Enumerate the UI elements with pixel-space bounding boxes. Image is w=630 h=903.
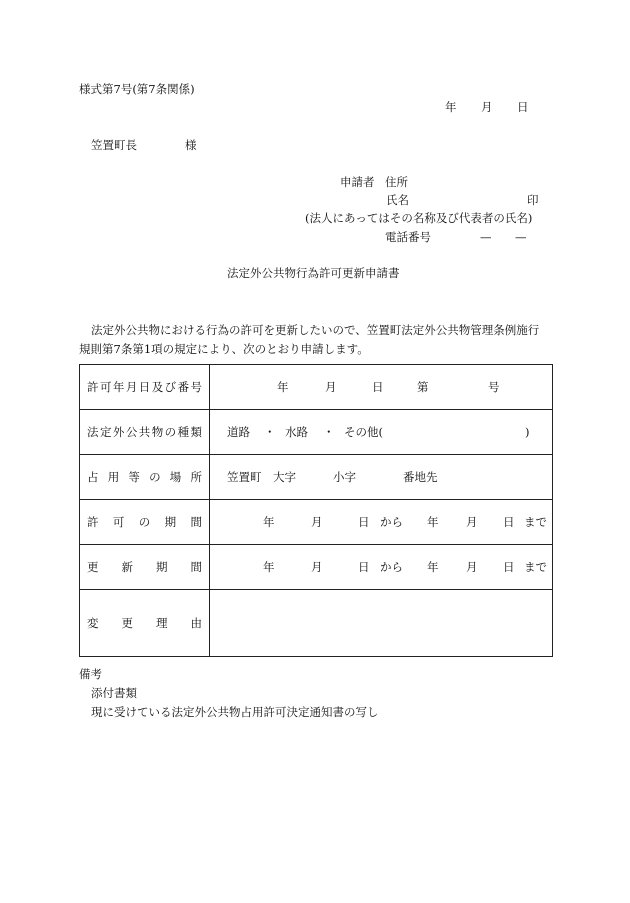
label-char: 場 [169, 470, 182, 484]
row-label-occupancy-location [80, 469, 209, 485]
body-line-1: 法定外公共物における行為の許可を更新したいので、笠置町法定外公共物管理条例施行 [91, 323, 540, 337]
separator-dot-1: ・ [264, 425, 276, 439]
renewal-end-day: 日 [503, 560, 515, 574]
seal-mark: 印 [527, 193, 539, 207]
label-char: 外 [112, 425, 125, 439]
row-label-permit-date-number [80, 379, 209, 395]
period-start-year: 年 [263, 515, 275, 529]
label-char: の [149, 470, 161, 484]
label-char: 定 [99, 425, 112, 439]
option-other[interactable]: その他( [344, 425, 383, 439]
label-char: 日 [138, 380, 151, 394]
label-char: 由 [190, 616, 202, 630]
label-char: 種 [177, 425, 190, 439]
table-row-occupancy-location [80, 455, 553, 500]
phone-label: 電話番号 [385, 230, 431, 244]
label-char: 間 [190, 515, 202, 529]
period-start-month: 月 [311, 515, 323, 529]
table-row-public-property-type [80, 410, 553, 455]
label-char: 公 [125, 425, 138, 439]
label-cell [80, 590, 210, 657]
location-banchi: 番地先 [403, 470, 438, 484]
label-char: の [138, 515, 151, 529]
label-char: 許 [87, 515, 99, 529]
value-cell-permit-period[interactable] [210, 500, 553, 545]
label-char: 期 [164, 515, 177, 529]
table-row-renewal-period [80, 545, 553, 590]
label-char: 番 [177, 380, 190, 394]
location-town: 笠置町 [227, 470, 262, 484]
renewal-from: から [380, 560, 403, 574]
label-cell [80, 455, 210, 500]
label-char: 所 [190, 470, 202, 484]
addressee-honorific: 様 [185, 138, 197, 152]
period-until: まで [524, 515, 547, 529]
renewal-start-year: 年 [263, 560, 275, 574]
row-label-change-reason [80, 615, 209, 631]
label-char: 期 [156, 560, 168, 574]
label-char: 等 [128, 470, 140, 484]
remarks-attachment-item: 現に受けている法定外公共物占用許可決定通知書の写し [91, 705, 379, 719]
renewal-end-year: 年 [427, 560, 439, 574]
label-char: 年 [112, 380, 125, 394]
label-char: び [164, 380, 177, 394]
label-char: 物 [151, 425, 164, 439]
label-char: 新 [121, 560, 133, 574]
table-row-change-reason [80, 590, 553, 657]
period-end-month: 月 [466, 515, 478, 529]
label-char: 更 [87, 560, 99, 574]
label-char: 可 [112, 515, 125, 529]
row-label-public-property-type [80, 424, 209, 440]
label-char: 共 [138, 425, 151, 439]
row-label-renewal-period [80, 559, 209, 575]
renewal-end-month: 月 [466, 560, 478, 574]
option-road[interactable]: 道路 [227, 425, 250, 439]
label-char: 類 [190, 425, 202, 439]
table-row-permit-period [80, 500, 553, 545]
option-other-close: ) [525, 425, 530, 439]
permit-month: 月 [325, 380, 337, 394]
label-char: 月 [125, 380, 138, 394]
value-cell-change-reason[interactable] [210, 590, 553, 657]
label-char: 号 [190, 380, 202, 394]
date-year: 年 [445, 100, 457, 114]
label-char: 間 [190, 560, 202, 574]
separator-dot-2: ・ [323, 425, 335, 439]
label-char: 用 [107, 470, 120, 484]
renewal-start-month: 月 [311, 560, 323, 574]
label-cell [80, 410, 210, 455]
body-line-2: 規則第7条第1項の規定により、次のとおり申請します。 [79, 342, 369, 356]
label-char: 変 [87, 616, 99, 630]
renewal-start-day: 日 [358, 560, 370, 574]
date-month: 月 [481, 100, 493, 114]
application-table [79, 364, 553, 657]
remarks-attachments-label: 添付書類 [91, 686, 137, 700]
row-label-permit-period [80, 514, 209, 530]
value-cell-permit-date-number[interactable] [210, 365, 553, 410]
addressee-name: 笠置町長 [91, 138, 137, 152]
period-end-year: 年 [427, 515, 439, 529]
label-char: 更 [121, 616, 133, 630]
value-cell-occupancy-location[interactable] [210, 455, 553, 500]
label-char: 可 [99, 380, 112, 394]
period-from: から [380, 515, 403, 529]
label-char: 理 [156, 616, 168, 630]
label-char: 法 [87, 425, 99, 439]
label-cell [80, 545, 210, 590]
form-number: 様式第7号(第7条関係) [79, 82, 195, 96]
renewal-until: まで [524, 560, 547, 574]
corporate-note: (法人にあってはその名称及び代表者の氏名) [305, 211, 533, 225]
phone-dash-1: — [480, 230, 492, 244]
permit-dai: 第 [417, 380, 429, 394]
label-char: 及 [151, 380, 164, 394]
applicant-label: 申請者 [340, 175, 375, 189]
value-cell-public-property-type[interactable] [210, 410, 553, 455]
name-label: 氏名 [386, 193, 409, 207]
option-waterway[interactable]: 水路 [285, 425, 308, 439]
permit-year: 年 [277, 380, 289, 394]
address-label: 住所 [385, 175, 408, 189]
value-cell-renewal-period[interactable] [210, 545, 553, 590]
date-day: 日 [517, 100, 529, 114]
label-cell [80, 365, 210, 410]
document-title: 法定外公共物行為許可更新申請書 [227, 266, 400, 280]
period-end-day: 日 [503, 515, 515, 529]
location-koaza: 小字 [333, 470, 356, 484]
period-start-day: 日 [358, 515, 370, 529]
location-oaza: 大字 [273, 470, 296, 484]
label-char: の [164, 425, 177, 439]
table-row-permit-date-number [80, 365, 553, 410]
label-char: 占 [87, 470, 99, 484]
label-char: 許 [87, 380, 99, 394]
remarks-heading: 備考 [79, 667, 102, 681]
permit-go: 号 [488, 380, 500, 394]
phone-dash-2: — [515, 230, 527, 244]
permit-day: 日 [372, 380, 384, 394]
label-cell [80, 500, 210, 545]
